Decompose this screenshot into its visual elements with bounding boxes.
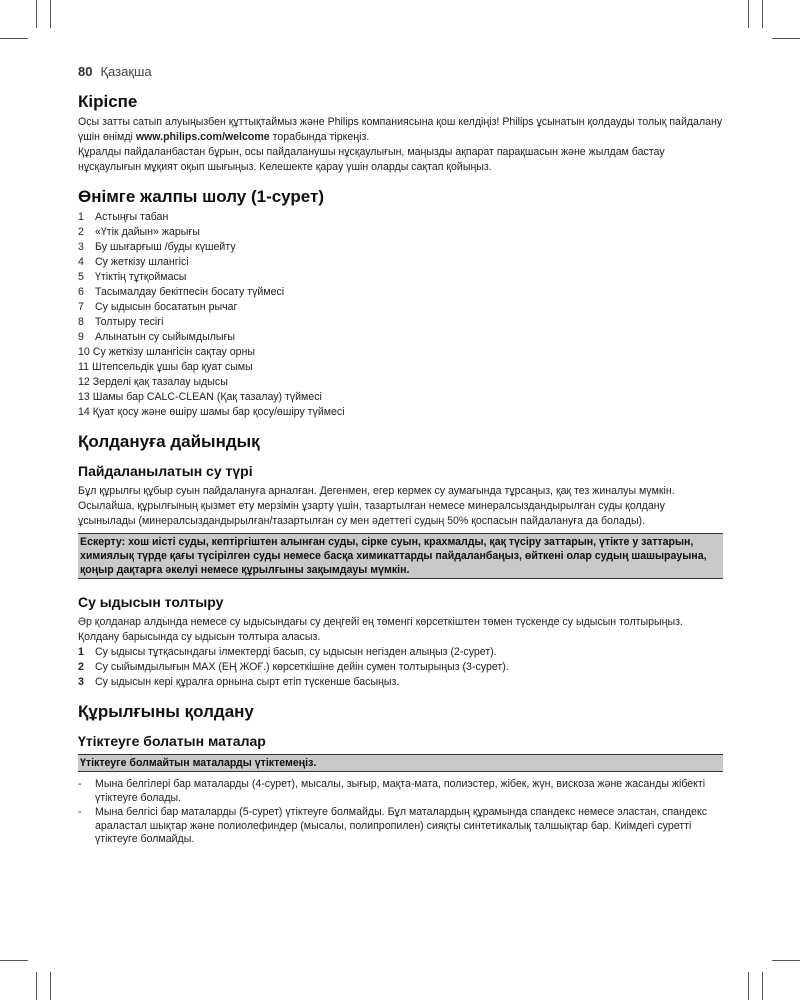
overview-item bbox=[78, 210, 723, 225]
overview-item bbox=[78, 345, 723, 360]
fill-step bbox=[78, 660, 723, 675]
overview-item bbox=[78, 330, 723, 345]
crop-mark bbox=[762, 0, 763, 28]
crop-mark bbox=[0, 38, 28, 39]
fill-step-text: Су ыдысы тұтқасындағы ілмектерді басып, су ыдысын негізден алыңыз (2-сурет). bbox=[95, 646, 497, 658]
water-type-text: Бұл құрылғы құбыр суын пайдалануға арналған. Дегенмен, егер кермек су аумағында тұрсаңыз, қақ тез жиналуы мүмкін. Осылайша, құрылғының қызмет ету мерзімін ұзарту үшін, тазартылған немесе минералсыздандырылған суды қолдану ұсынылады (минералсыздандырылған/тазартылған су мен әдеттегі судың 50% қоспасын пайдалануға да болады). bbox=[78, 485, 675, 527]
crop-mark bbox=[772, 38, 800, 39]
overview-item-number: 14 bbox=[78, 406, 90, 418]
fabric-item-text: Мына белгілері бар маталарды (4-сурет), мысалы, зығыр, мақта-мата, полиэстер, жібек, жүн, вискоза және жасанды жібекті үтіктеуге болады. bbox=[95, 778, 706, 804]
intro-title: Кіріспе bbox=[78, 92, 138, 111]
crop-mark bbox=[36, 0, 37, 28]
overview-item-number: 1 bbox=[78, 211, 84, 223]
crop-mark bbox=[50, 972, 51, 1000]
page-number: 80 bbox=[78, 64, 93, 79]
overview-item-number: 7 bbox=[78, 301, 84, 313]
overview-item-text: Су жеткізу шлангісі bbox=[95, 256, 189, 268]
water-type-title: Пайдаланылатын су түрі bbox=[78, 463, 253, 479]
fill-step-number: 1 bbox=[78, 646, 84, 658]
fabrics-title: Үтіктеуге болатын маталар bbox=[78, 733, 266, 749]
overview-item-number: 10 bbox=[78, 346, 90, 358]
page-header bbox=[78, 62, 723, 82]
intro-paragraph-2: Құралды пайдаланбастан бұрын, осы пайдаланушы нұсқаулығын, маңызды ақпарат парақшасын және жылдам бастау нұсқаулығын мұқият оқып шығыңыз. Келешекте қарау үшін оларды сақтап қойыңыз. bbox=[78, 146, 665, 173]
overview-title: Өнімге жалпы шолу (1-сурет) bbox=[78, 187, 325, 206]
fill-steps bbox=[78, 645, 723, 690]
overview-item bbox=[78, 240, 723, 255]
page-content bbox=[78, 62, 723, 848]
overview-item-number: 9 bbox=[78, 331, 84, 343]
crop-mark bbox=[762, 972, 763, 1000]
overview-item-number: 4 bbox=[78, 256, 84, 268]
overview-item-number: 3 bbox=[78, 241, 84, 253]
overview-item-text: Бу шығарғыш /буды күшейту bbox=[95, 241, 236, 253]
overview-item-text: Су жеткізу шлангісін сақтау орны bbox=[92, 346, 256, 358]
overview-item-number: 13 bbox=[78, 391, 90, 403]
overview-item bbox=[78, 225, 723, 240]
overview-list bbox=[78, 210, 723, 420]
overview-item-text: «Үтік дайын» жарығы bbox=[95, 226, 200, 238]
overview-item-number: 12 bbox=[78, 376, 90, 388]
fill-step-text: Су ыдысын кері құралға орнына сырт етіп түскенше басыңыз. bbox=[95, 676, 400, 688]
overview-item bbox=[78, 390, 723, 405]
intro-paragraph-1: Осы затты сатып алуыңызбен құттықтаймыз және Philips компаниясына қош келдіңіз! Philips ұсынатын қолдауды толық пайдалану үшін өнімді www.philips.com/welcome торабында тіркеңіз. bbox=[78, 116, 723, 143]
overview-item-text: Үтіктің тұтқоймасы bbox=[95, 271, 187, 283]
crop-mark bbox=[748, 972, 749, 1000]
water-note: Ескерту: хош иісті суды, кептіргіштен алынған суды, сірке суын, крахмалды, қақ түсіру заттарын, үтікте у заттарын, химиялық түрде қағы түсірілген суды немесе басқа химикаттарды пайдаланбаңыз, өйткені олар судың шашырауына, қоңыр дақтарға әкелуі немесе құрылғыны зақымдауы мүмкін. bbox=[78, 533, 723, 579]
preparing-title: Қолдануға дайындық bbox=[78, 432, 260, 451]
dash-bullet: - bbox=[78, 806, 82, 818]
overview-item-text: Зерделі қақ тазалау ыдысы bbox=[92, 376, 228, 388]
fill-step bbox=[78, 645, 723, 660]
overview-item-number: 2 bbox=[78, 226, 84, 238]
fabrics-list bbox=[78, 778, 723, 847]
crop-mark bbox=[748, 0, 749, 28]
crop-mark bbox=[772, 960, 800, 961]
crop-mark bbox=[0, 960, 28, 961]
fill-step-number: 3 bbox=[78, 676, 84, 688]
overview-item bbox=[78, 300, 723, 315]
overview-item-text: Астыңғы табан bbox=[95, 211, 169, 223]
overview-item-text: Шамы бар CALC-CLEAN (Қақ тазалау) түймесі bbox=[92, 391, 322, 403]
overview-item-text: Алынатын су сыйымдылығы bbox=[95, 331, 235, 343]
overview-item-text: Қуат қосу және өшіру шамы бар қосу/өшіру түймесі bbox=[92, 406, 345, 418]
overview-item bbox=[78, 255, 723, 270]
overview-item-number: 5 bbox=[78, 271, 84, 283]
overview-item bbox=[78, 270, 723, 285]
overview-item bbox=[78, 315, 723, 330]
dash-bullet: - bbox=[78, 778, 82, 790]
overview-item-text: Тасымалдау бекітпесін босату түймесі bbox=[95, 286, 285, 298]
overview-item-number: 11 bbox=[78, 361, 89, 373]
crop-mark bbox=[36, 972, 37, 1000]
fill-step-text: Су сыйымдылығын MAX (ЕҢ ЖОҒ.) көрсеткішіне дейін сумен толтырыңыз (3-сурет). bbox=[95, 661, 509, 673]
using-title: Құрылғыны қолдану bbox=[78, 702, 254, 721]
crop-mark bbox=[50, 0, 51, 28]
overview-item bbox=[78, 375, 723, 390]
fill-title: Су ыдысын толтыру bbox=[78, 594, 224, 610]
page-section: Қазақша bbox=[100, 64, 152, 79]
overview-item bbox=[78, 405, 723, 420]
overview-item-text: Су ыдысын босататын рычаг bbox=[95, 301, 238, 313]
fill-step bbox=[78, 675, 723, 690]
fill-text: Әр қолданар алдында немесе су ыдысындағы су деңгейі ең төменгі көрсеткіштен төмен түскенде су ыдысын толтырыңыз. Қолдану барысында су ыдысын толтыра аласыз. bbox=[78, 616, 683, 643]
overview-item bbox=[78, 285, 723, 300]
fabric-item bbox=[78, 806, 723, 847]
overview-item-number: 8 bbox=[78, 316, 84, 328]
fabric-item bbox=[78, 778, 723, 805]
welcome-link[interactable]: www.philips.com/welcome bbox=[135, 131, 270, 143]
fill-step-number: 2 bbox=[78, 661, 84, 673]
fabrics-note: Үтіктеуге болмайтын маталарды үтіктемеңіз. bbox=[78, 754, 723, 772]
overview-item-number: 6 bbox=[78, 286, 84, 298]
fabric-item-text: Мына белгісі бар маталарды (5-сурет) үтіктеуге болмайды. Бұл маталардың құрамында спандекс немесе эластан, спандекс араластал шықтар және полиолефиндер (мысалы, полипропилен) сияқты синтетикалық талшықтар бар. Киімдегі суретті үтіктеуге болмайды. bbox=[95, 806, 707, 845]
overview-item-text: Штепсельдік ұшы бар қуат сымы bbox=[92, 361, 253, 373]
overview-item-text: Толтыру тесігі bbox=[95, 316, 164, 328]
overview-item bbox=[78, 360, 723, 375]
